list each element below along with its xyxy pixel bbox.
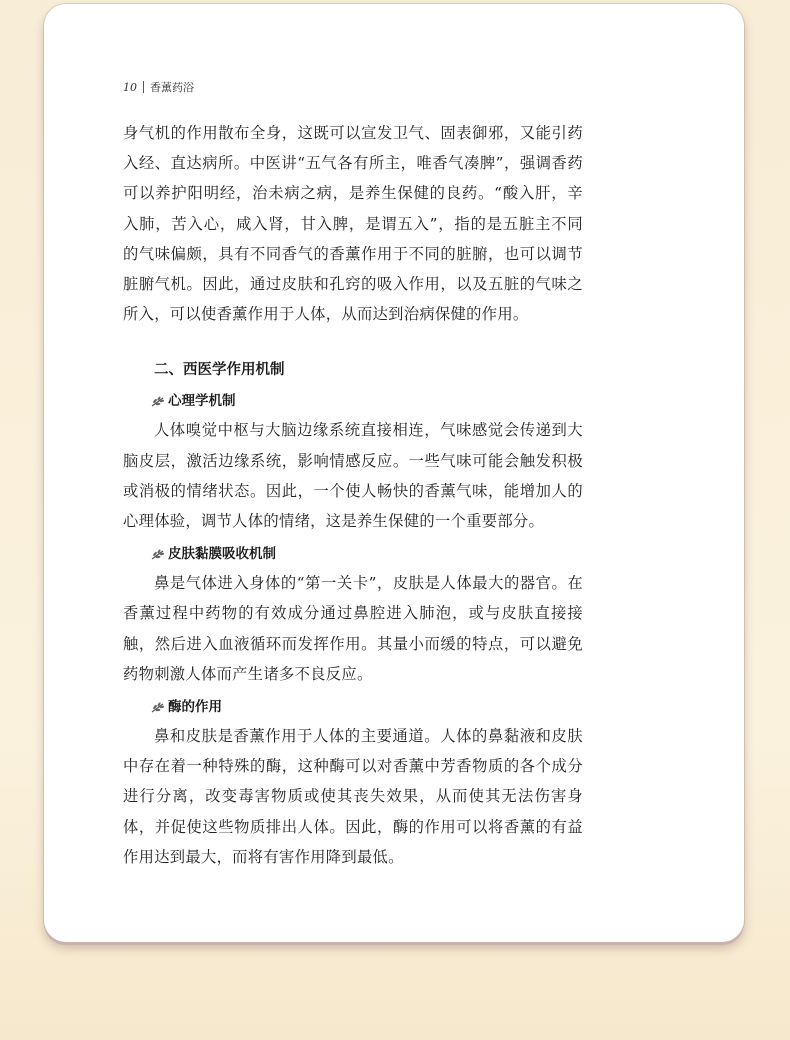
page-number: 10: [123, 80, 137, 94]
subsection-text-psychology: 人体嗅觉中枢与大脑边缘系统直接相连，气味感觉会传递到大脑皮层，激活边缘系统，影响情感反应。一些气味可能会触发积极或消极的情绪状态。因此，一个使人畅快的香薰气味，能增加人的心理体验，调节人体的情绪，这是养生保健的一个重要部分。: [123, 421, 583, 531]
subsection-title: 酶的作用: [168, 699, 222, 716]
book-title: 香薰药浴: [150, 81, 194, 94]
page-body: [123, 118, 583, 872]
subsection-heading-enzyme: [150, 693, 583, 721]
header-divider: [143, 81, 144, 93]
sprig-icon: [150, 548, 165, 561]
subsection-title: 皮肤黏膜吸收机制: [168, 546, 276, 563]
subsection-text-absorption: 鼻是气体进入身体的“第一关卡”，皮肤是人体最大的器官。在香薰过程中药物的有效成分通过鼻腔进入肺泡，或与皮肤直接接触，然后进入血液循环而发挥作用。其量小而缓的特点，可以避免药物刺激人体而产生诸多不良反应。: [123, 574, 583, 683]
section-heading: 二、西医学作用机制: [154, 362, 285, 379]
intro-paragraph: 身气机的作用散布全身，这既可以宣发卫气、固表御邪，又能引药入经、直达病所。中医讲“五气各有所主，唯香气凑脾”，强调香药可以养护阳明经，治未病之病，是养生保健的良药。“酸入肝，辛入肺，苦入心，咸入肾，甘入脾，是谓五入”，指的是五脏主不同的气味偏颇，具有不同香气的香薰作用于不同的脏腑，也可以调节脏腑气机。因此，通过皮肤和孔窍的吸入作用，以及五脏的气味之所入，可以使香薰作用于人体，从而达到治病保健的作用。: [123, 124, 583, 324]
subsection-heading-absorption: [150, 540, 583, 568]
running-header: [123, 80, 194, 94]
sprig-icon: [150, 395, 165, 408]
subsection-heading-psychology: [150, 387, 583, 415]
subsection-text-enzyme: 鼻和皮肤是香薰作用于人体的主要通道。人体的鼻黏液和皮肤中存在着一种特殊的酶，这种酶可以对香薰中芳香物质的各个成分进行分离，改变毒害物质或使其丧失效果，从而使其无法伤害身体，并促使这些物质排出人体。因此，酶的作用可以将香薰的有益作用达到最大，而将有害作用降到最低。: [123, 727, 583, 866]
subsection-title: 心理学机制: [168, 393, 236, 410]
sprig-icon: [150, 701, 165, 714]
